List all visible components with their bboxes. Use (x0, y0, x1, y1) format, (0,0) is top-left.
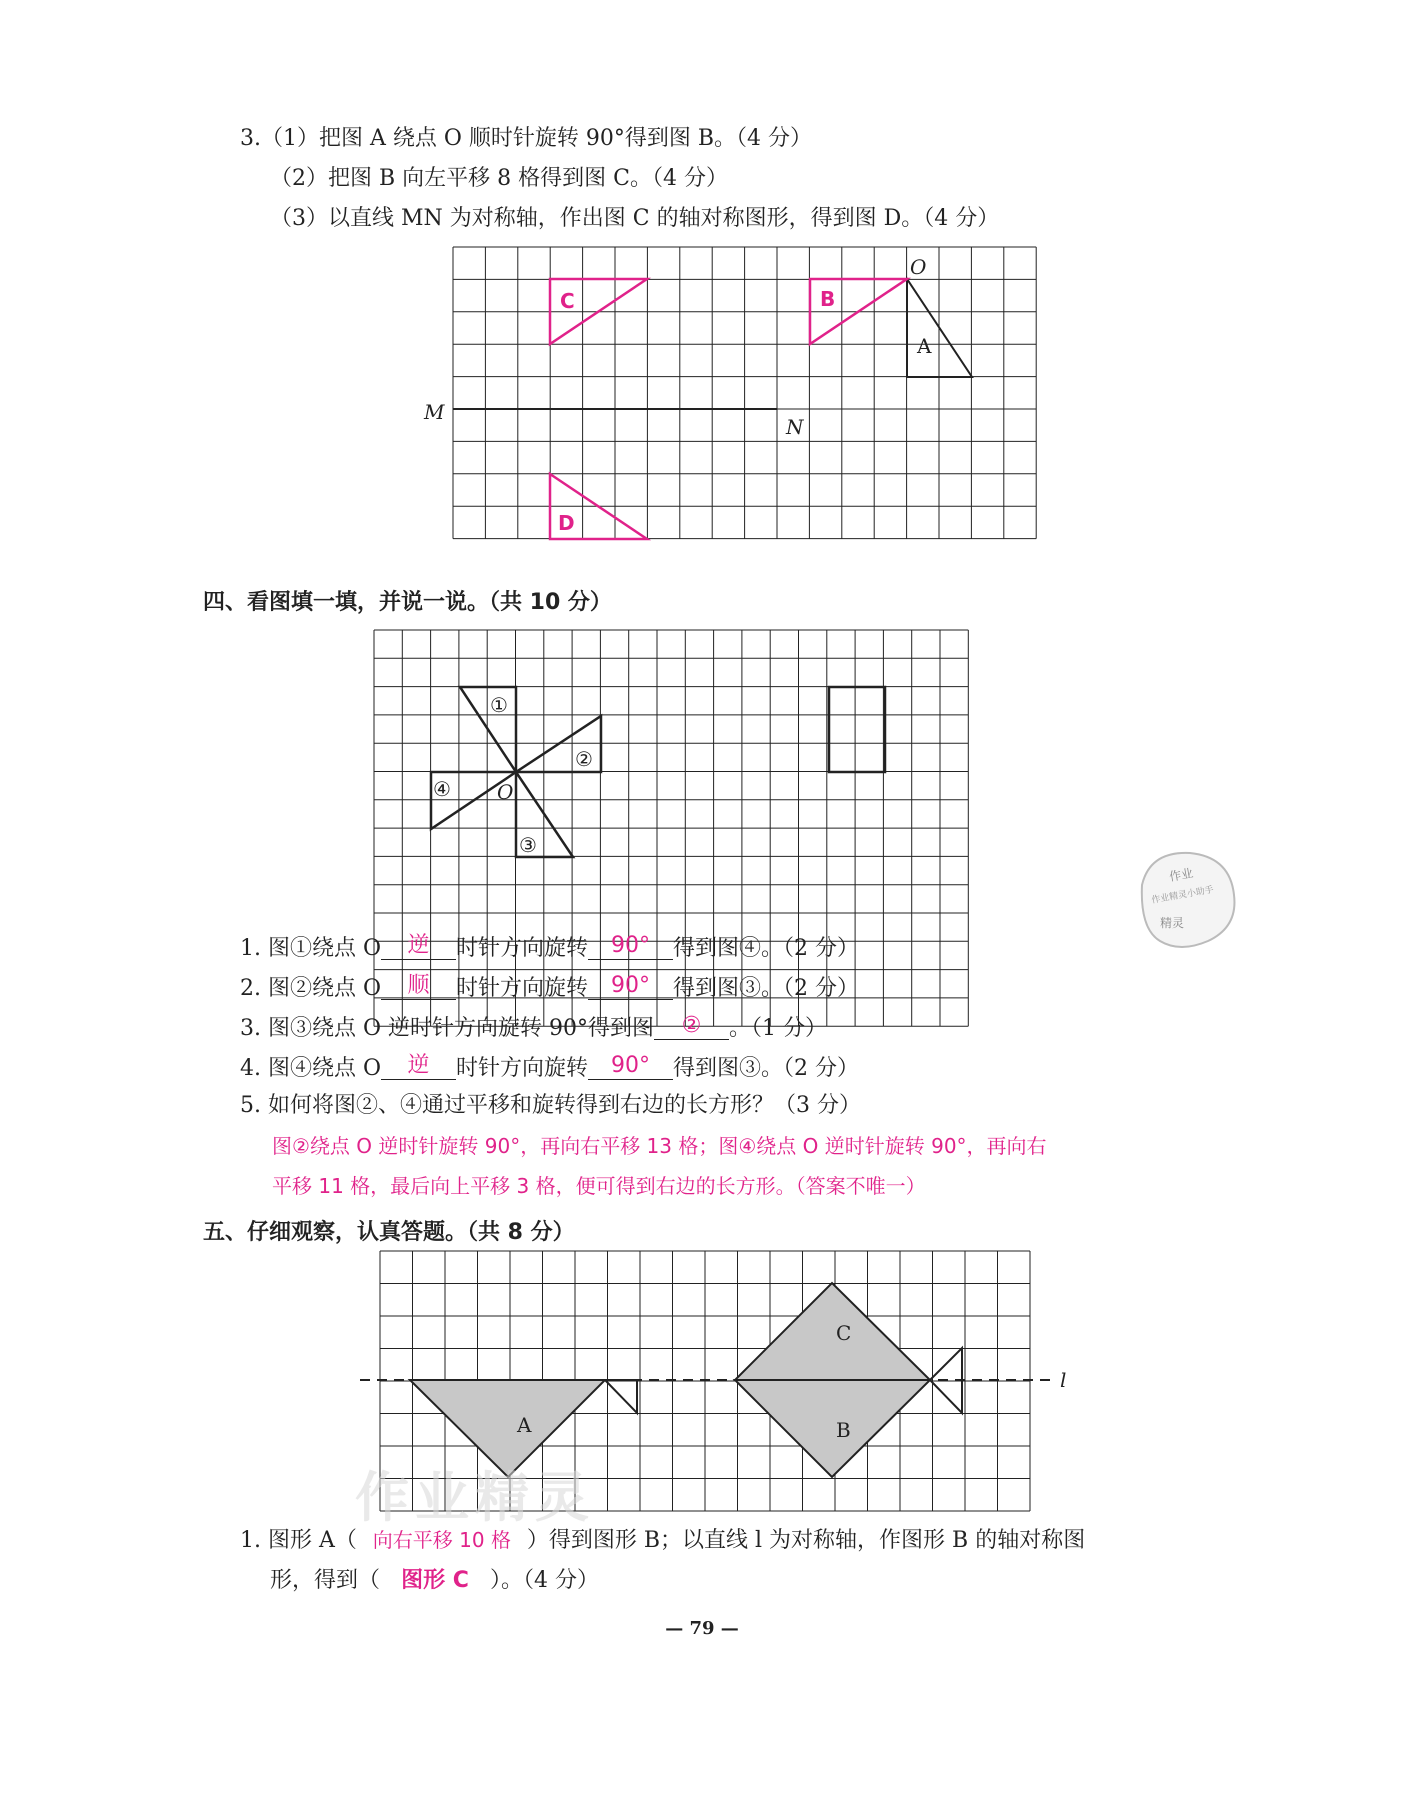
section-5-title: 五、仔细观察，认真答题。（共 8 分） (203, 1220, 575, 1245)
label-b: B (820, 287, 836, 311)
answer-q4-angle: 90° (611, 1053, 651, 1078)
s5-q1-line1: 1. 图形 A（ 向右平移 10 格 ）得到图形 B；以直线 l 为对称轴，作图形 B 的轴对称图 (240, 1528, 1086, 1553)
label-d: D (558, 511, 575, 535)
label-shape-a: A (517, 1413, 532, 1437)
label-2: ② (575, 747, 593, 771)
label-axis-l: l (1060, 1368, 1067, 1392)
page-number: — 79 — (665, 1618, 739, 1639)
q3-line3: （3）以直线 MN 为对称轴，作出图 C 的轴对称图形，得到图 D。（4 分） (270, 206, 1000, 231)
watermark: 作业精灵 (355, 1466, 595, 1529)
s4-q3: 3. 图③绕点 O 逆时针方向旋转 90°得到图 ② 。（1 分） (240, 1013, 827, 1041)
q3-line2: （2）把图 B 向左平移 8 格得到图 C。（4 分） (270, 166, 728, 191)
label-shape-c: C (836, 1321, 852, 1345)
label-a: A (917, 334, 932, 358)
shape-c (735, 1283, 930, 1380)
label-m: M (424, 400, 445, 424)
shape-b (735, 1380, 930, 1477)
label-3: ③ (519, 833, 537, 857)
svg-text:精灵: 精灵 (1160, 916, 1185, 930)
label-c: C (560, 289, 575, 313)
shape-a-tail (605, 1380, 637, 1413)
answer-q3-figure: ② (681, 1013, 702, 1038)
label-1: ① (490, 693, 508, 717)
label-o2: O (497, 780, 514, 804)
answer-q4-direction: 逆 (407, 1053, 430, 1078)
label-shape-b: B (836, 1418, 851, 1442)
svg-text:作业精灵小助手: 作业精灵小助手 (1150, 885, 1215, 906)
label-o: O (910, 255, 927, 279)
answer-s5-translation: 向右平移 10 格 (372, 1528, 511, 1552)
answer-q2-direction: 顺 (407, 973, 430, 998)
s4-q2: 2. 图②绕点 O 顺 时针方向旋转 90° 得到图③。（2 分） (240, 973, 860, 1001)
s4-q5-answer-line1: 图②绕点 O 逆时针旋转 90°，再向右平移 13 格；图④绕点 O 逆时针旋转 90°，再向右 (272, 1134, 1047, 1158)
s4-q5: 5. 如何将图②、④通过平移和旋转得到右边的长方形？（3 分） (240, 1093, 861, 1118)
answer-q1-angle: 90° (611, 933, 651, 958)
section-4-title: 四、看图填一填，并说一说。（共 10 分） (203, 590, 612, 615)
svg-text:作业: 作业 (1168, 865, 1195, 884)
label-4: ④ (433, 777, 451, 801)
s5-q1-line2: 形，得到（ 图形 C ）。（4 分） (270, 1568, 600, 1593)
answer-s5-shape: 图形 C (401, 1568, 469, 1593)
s4-q5-answer-line2: 平移 11 格，最后向上平移 3 格，便可得到右边的长方形。（答案不唯一） (272, 1174, 926, 1198)
s4-q1: 1. 图①绕点 O 逆 时针方向旋转 90° 得到图④。（2 分） (240, 933, 860, 961)
answer-q1-direction: 逆 (407, 933, 430, 958)
answer-q2-angle: 90° (611, 973, 651, 998)
label-n: N (786, 415, 804, 439)
q3-line1: 3.（1）把图 A 绕点 O 顺时针旋转 90°得到图 B。（4 分） (240, 126, 813, 151)
s4-q4: 4. 图④绕点 O 逆 时针方向旋转 90° 得到图③。（2 分） (240, 1053, 860, 1081)
